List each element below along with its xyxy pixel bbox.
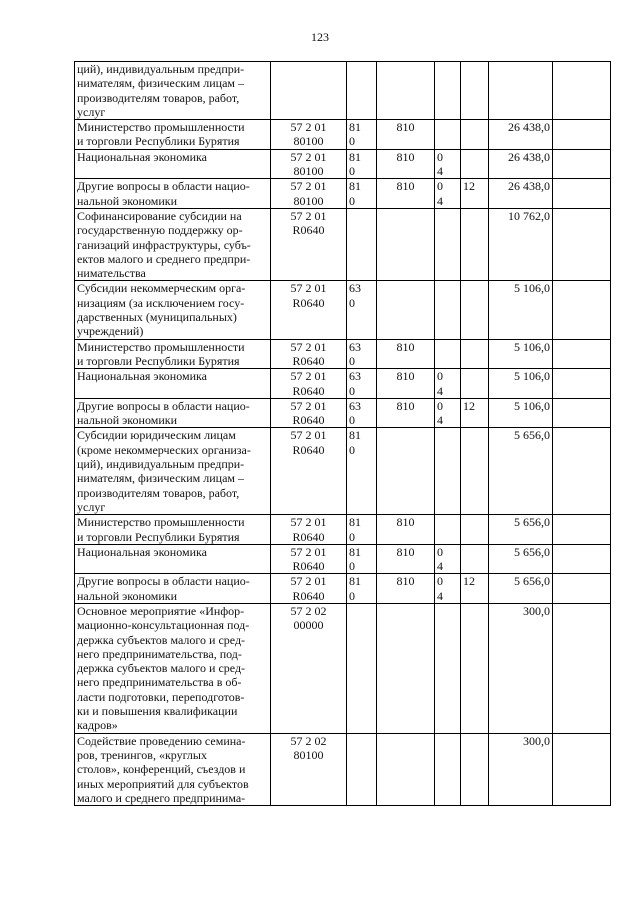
row-name-cell: Основное мероприятие «Инфор- мационно-консультационная под- держка субъектов малого и сред- него предпринимательства, под- держка субъектов малого и сред- него предпринимательства в об- ласти подготовки, переподготов- ки и повышения квалификации кадров» — [75, 603, 271, 733]
section-cell — [435, 733, 461, 805]
section-cell: 0 4 — [435, 544, 461, 574]
amount-cell: 26 438,0 — [489, 179, 553, 209]
extra-cell — [553, 149, 611, 179]
ministry-code-cell: 810 — [377, 120, 435, 150]
ministry-code-cell — [377, 208, 435, 280]
target-article-code-cell: 57 2 01 R0640 — [271, 281, 347, 339]
table-row — [75, 369, 611, 399]
target-article-code-cell: 57 2 01 R0640 — [271, 398, 347, 428]
amount-cell: 5 656,0 — [489, 574, 553, 604]
amount-cell: 5 106,0 — [489, 339, 553, 369]
extra-cell — [553, 733, 611, 805]
row-name-cell: Министерство промышленности и торговли Республики Бурятия — [75, 120, 271, 150]
target-article-code-cell: 57 2 01 R0640 — [271, 574, 347, 604]
section-cell: 0 4 — [435, 369, 461, 399]
subsection-cell — [461, 369, 489, 399]
row-name-cell: Субсидии некоммерческим орга- низациям (за исключением госу- дарственных (муниципальных) учреждений) — [75, 281, 271, 339]
amount-cell: 26 438,0 — [489, 120, 553, 150]
target-article-code-cell: 57 2 01 80100 — [271, 149, 347, 179]
expense-type-cell: 63 0 — [347, 339, 377, 369]
expense-type-cell: 63 0 — [347, 281, 377, 339]
row-name-cell: Министерство промышленности и торговли Республики Бурятия — [75, 515, 271, 545]
ministry-code-cell — [377, 733, 435, 805]
expense-type-cell: 63 0 — [347, 369, 377, 399]
amount-cell: 26 438,0 — [489, 149, 553, 179]
expense-type-cell: 81 0 — [347, 574, 377, 604]
amount-cell: 5 106,0 — [489, 398, 553, 428]
extra-cell — [553, 544, 611, 574]
section-cell — [435, 62, 461, 120]
subsection-cell — [461, 120, 489, 150]
target-article-code-cell: 57 2 01 R0640 — [271, 208, 347, 280]
extra-cell — [553, 120, 611, 150]
table-row — [75, 544, 611, 574]
section-cell — [435, 428, 461, 515]
expense-type-cell: 81 0 — [347, 120, 377, 150]
ministry-code-cell: 810 — [377, 398, 435, 428]
expense-type-cell — [347, 733, 377, 805]
subsection-cell — [461, 603, 489, 733]
row-name-cell: Другие вопросы в области нацио- нальной экономики — [75, 179, 271, 209]
amount-cell: 300,0 — [489, 733, 553, 805]
subsection-cell: 12 — [461, 398, 489, 428]
subsection-cell — [461, 281, 489, 339]
table-row — [75, 281, 611, 339]
extra-cell — [553, 208, 611, 280]
expense-type-cell: 81 0 — [347, 428, 377, 515]
table-row — [75, 398, 611, 428]
ministry-code-cell — [377, 62, 435, 120]
subsection-cell — [461, 62, 489, 120]
expense-type-cell — [347, 62, 377, 120]
extra-cell — [553, 369, 611, 399]
section-cell — [435, 208, 461, 280]
table-row — [75, 149, 611, 179]
target-article-code-cell: 57 2 01 R0640 — [271, 369, 347, 399]
table-row — [75, 62, 611, 120]
row-name-cell: Национальная экономика — [75, 149, 271, 179]
ministry-code-cell: 810 — [377, 515, 435, 545]
extra-cell — [553, 603, 611, 733]
row-name-cell: Субсидии юридическим лицам (кроме некоммерческих организа- ций), индивидуальным предпри- нимателям, физическим лицам – производителям товаров, работ, услуг — [75, 428, 271, 515]
target-article-code-cell: 57 2 01 R0640 — [271, 339, 347, 369]
subsection-cell — [461, 149, 489, 179]
table-row — [75, 515, 611, 545]
subsection-cell — [461, 544, 489, 574]
section-cell — [435, 515, 461, 545]
extra-cell — [553, 281, 611, 339]
target-article-code-cell — [271, 62, 347, 120]
row-name-cell: Содействие проведению семина- ров, тренингов, «круглых столов», конференций, съездов и иных мероприятий для субъектов малого и среднего предпринима- — [75, 733, 271, 805]
table-row — [75, 179, 611, 209]
budget-table — [74, 61, 611, 806]
table-row — [75, 120, 611, 150]
table-row — [75, 603, 611, 733]
subsection-cell: 12 — [461, 179, 489, 209]
row-name-cell: Министерство промышленности и торговли Республики Бурятия — [75, 339, 271, 369]
extra-cell — [553, 398, 611, 428]
row-name-cell: Другие вопросы в области нацио- нальной экономики — [75, 574, 271, 604]
ministry-code-cell: 810 — [377, 369, 435, 399]
amount-cell: 5 656,0 — [489, 428, 553, 515]
ministry-code-cell: 810 — [377, 544, 435, 574]
section-cell: 0 4 — [435, 398, 461, 428]
amount-cell: 5 656,0 — [489, 544, 553, 574]
section-cell: 0 4 — [435, 149, 461, 179]
target-article-code-cell: 57 2 02 80100 — [271, 733, 347, 805]
extra-cell — [553, 179, 611, 209]
section-cell: 0 4 — [435, 574, 461, 604]
subsection-cell — [461, 515, 489, 545]
target-article-code-cell: 57 2 01 80100 — [271, 120, 347, 150]
table-row — [75, 574, 611, 604]
expense-type-cell: 63 0 — [347, 398, 377, 428]
section-cell — [435, 603, 461, 733]
ministry-code-cell: 810 — [377, 339, 435, 369]
row-name-cell: Национальная экономика — [75, 369, 271, 399]
row-name-cell: ций), индивидуальным предпри- нимателям, физическим лицам – производителям товаров, работ, услуг — [75, 62, 271, 120]
target-article-code-cell: 57 2 02 00000 — [271, 603, 347, 733]
table-row — [75, 208, 611, 280]
expense-type-cell — [347, 208, 377, 280]
extra-cell — [553, 574, 611, 604]
extra-cell — [553, 339, 611, 369]
amount-cell: 300,0 — [489, 603, 553, 733]
ministry-code-cell: 810 — [377, 179, 435, 209]
subsection-cell — [461, 339, 489, 369]
section-cell: 0 4 — [435, 179, 461, 209]
extra-cell — [553, 62, 611, 120]
extra-cell — [553, 515, 611, 545]
amount-cell: 10 762,0 — [489, 208, 553, 280]
page-number: 123 — [311, 30, 329, 44]
amount-cell: 5 106,0 — [489, 281, 553, 339]
table-body — [75, 62, 611, 806]
section-cell — [435, 339, 461, 369]
ministry-code-cell — [377, 281, 435, 339]
amount-cell — [489, 62, 553, 120]
extra-cell — [553, 428, 611, 515]
row-name-cell: Национальная экономика — [75, 544, 271, 574]
subsection-cell: 12 — [461, 574, 489, 604]
subsection-cell — [461, 733, 489, 805]
amount-cell: 5 656,0 — [489, 515, 553, 545]
subsection-cell — [461, 428, 489, 515]
ministry-code-cell — [377, 428, 435, 515]
table-row — [75, 428, 611, 515]
ministry-code-cell — [377, 603, 435, 733]
table-row — [75, 733, 611, 805]
target-article-code-cell: 57 2 01 R0640 — [271, 515, 347, 545]
ministry-code-cell: 810 — [377, 574, 435, 604]
row-name-cell: Софинансирование субсидии на государственную поддержку ор- ганизаций инфраструктуры, субъ- ектов малого и среднего предпри- нимательства — [75, 208, 271, 280]
expense-type-cell: 81 0 — [347, 149, 377, 179]
target-article-code-cell: 57 2 01 R0640 — [271, 428, 347, 515]
amount-cell: 5 106,0 — [489, 369, 553, 399]
target-article-code-cell: 57 2 01 80100 — [271, 179, 347, 209]
section-cell — [435, 120, 461, 150]
row-name-cell: Другие вопросы в области нацио- нальной экономики — [75, 398, 271, 428]
ministry-code-cell: 810 — [377, 149, 435, 179]
expense-type-cell: 81 0 — [347, 179, 377, 209]
expense-type-cell — [347, 603, 377, 733]
expense-type-cell: 81 0 — [347, 515, 377, 545]
section-cell — [435, 281, 461, 339]
table-row — [75, 339, 611, 369]
expense-type-cell: 81 0 — [347, 544, 377, 574]
subsection-cell — [461, 208, 489, 280]
target-article-code-cell: 57 2 01 R0640 — [271, 544, 347, 574]
